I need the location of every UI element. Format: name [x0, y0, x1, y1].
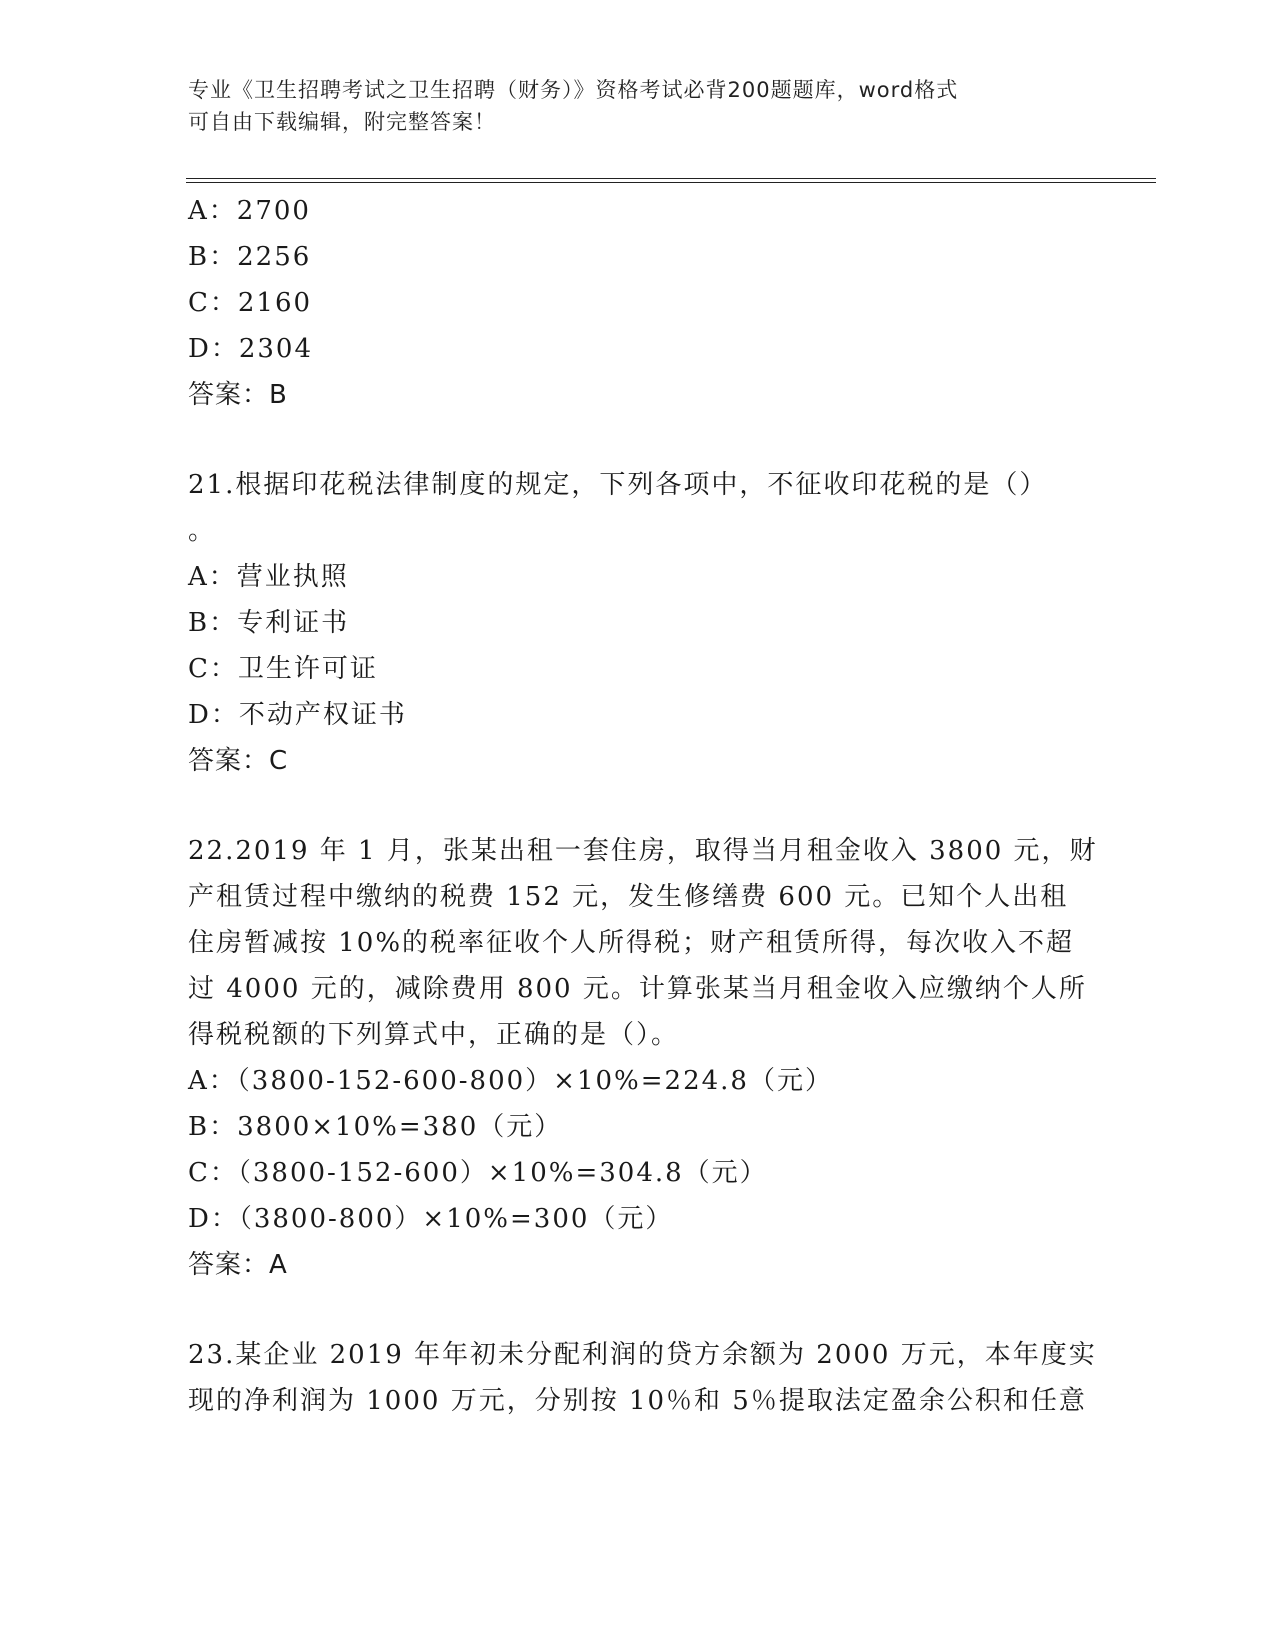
question-line: 过 4000 元的，减除费用 800 元。计算张某当月租金收入应缴纳个人所: [188, 974, 1087, 1004]
option-a: A：营业执照: [188, 562, 349, 592]
header-line-2: 可自由下载编辑，附完整答案！: [188, 110, 496, 134]
spacer: [188, 418, 1088, 462]
option-d: D：2304: [188, 334, 314, 364]
question-21: [188, 462, 1088, 784]
document-header: [188, 74, 1068, 138]
option-a: A：（3800-152-600-800）×10%=224.8（元）: [188, 1066, 833, 1096]
document-body: [188, 188, 1098, 1424]
question-text: [188, 462, 1083, 554]
header-divider-top: [186, 178, 1156, 179]
question-text: [188, 1332, 1097, 1424]
option-c: C：卫生许可证: [188, 654, 378, 684]
question-line: 21.根据印花税法律制度的规定，下列各项中，不征收印花税的是（）: [188, 470, 1048, 500]
option-b: B：2256: [188, 242, 312, 272]
answer-line: 答案：A: [188, 1250, 288, 1280]
answer-line: 答案：C: [188, 746, 289, 776]
option-b: B：专利证书: [188, 608, 350, 638]
question-line: 产租赁过程中缴纳的税费 152 元，发生修缮费 600 元。已知个人出租: [188, 882, 1069, 912]
question-line: 现的净利润为 1000 万元，分别按 10％和 5％提取法定盈余公积和任意: [188, 1386, 1087, 1416]
spacer: [188, 1288, 1088, 1332]
header-divider-bottom: [186, 182, 1156, 183]
option-d: D：（3800-800）×10%=300（元）: [188, 1204, 674, 1234]
spacer: [188, 784, 1088, 828]
question-23: [188, 1332, 1097, 1424]
question-22: [188, 828, 1098, 1288]
option-c: C：2160: [188, 288, 313, 318]
question-20: [188, 188, 1088, 418]
option-d: D：不动产权证书: [188, 700, 407, 730]
question-text: [188, 828, 1098, 1058]
question-line: 23.某企业 2019 年年初未分配利润的贷方余额为 2000 万元，本年度实: [188, 1340, 1097, 1370]
option-c: C：（3800-152-600）×10%=304.8（元）: [188, 1158, 768, 1188]
question-line: 住房暂减按 10%的税率征收个人所得税；财产租赁所得，每次收入不超: [188, 928, 1075, 958]
header-line-1: 专业《卫生招聘考试之卫生招聘（财务）》资格考试必背200题题库，word格式: [188, 78, 959, 102]
question-line: 得税税额的下列算式中，正确的是（）。: [188, 1020, 680, 1050]
option-b: B：3800×10%=380（元）: [188, 1112, 563, 1142]
answer-line: 答案：B: [188, 380, 288, 410]
option-a: A：2700: [188, 196, 311, 226]
question-line: 22.2019 年 1 月，张某出租一套住房，取得当月租金收入 3800 元，财: [188, 836, 1098, 866]
question-line: 。: [188, 516, 217, 546]
